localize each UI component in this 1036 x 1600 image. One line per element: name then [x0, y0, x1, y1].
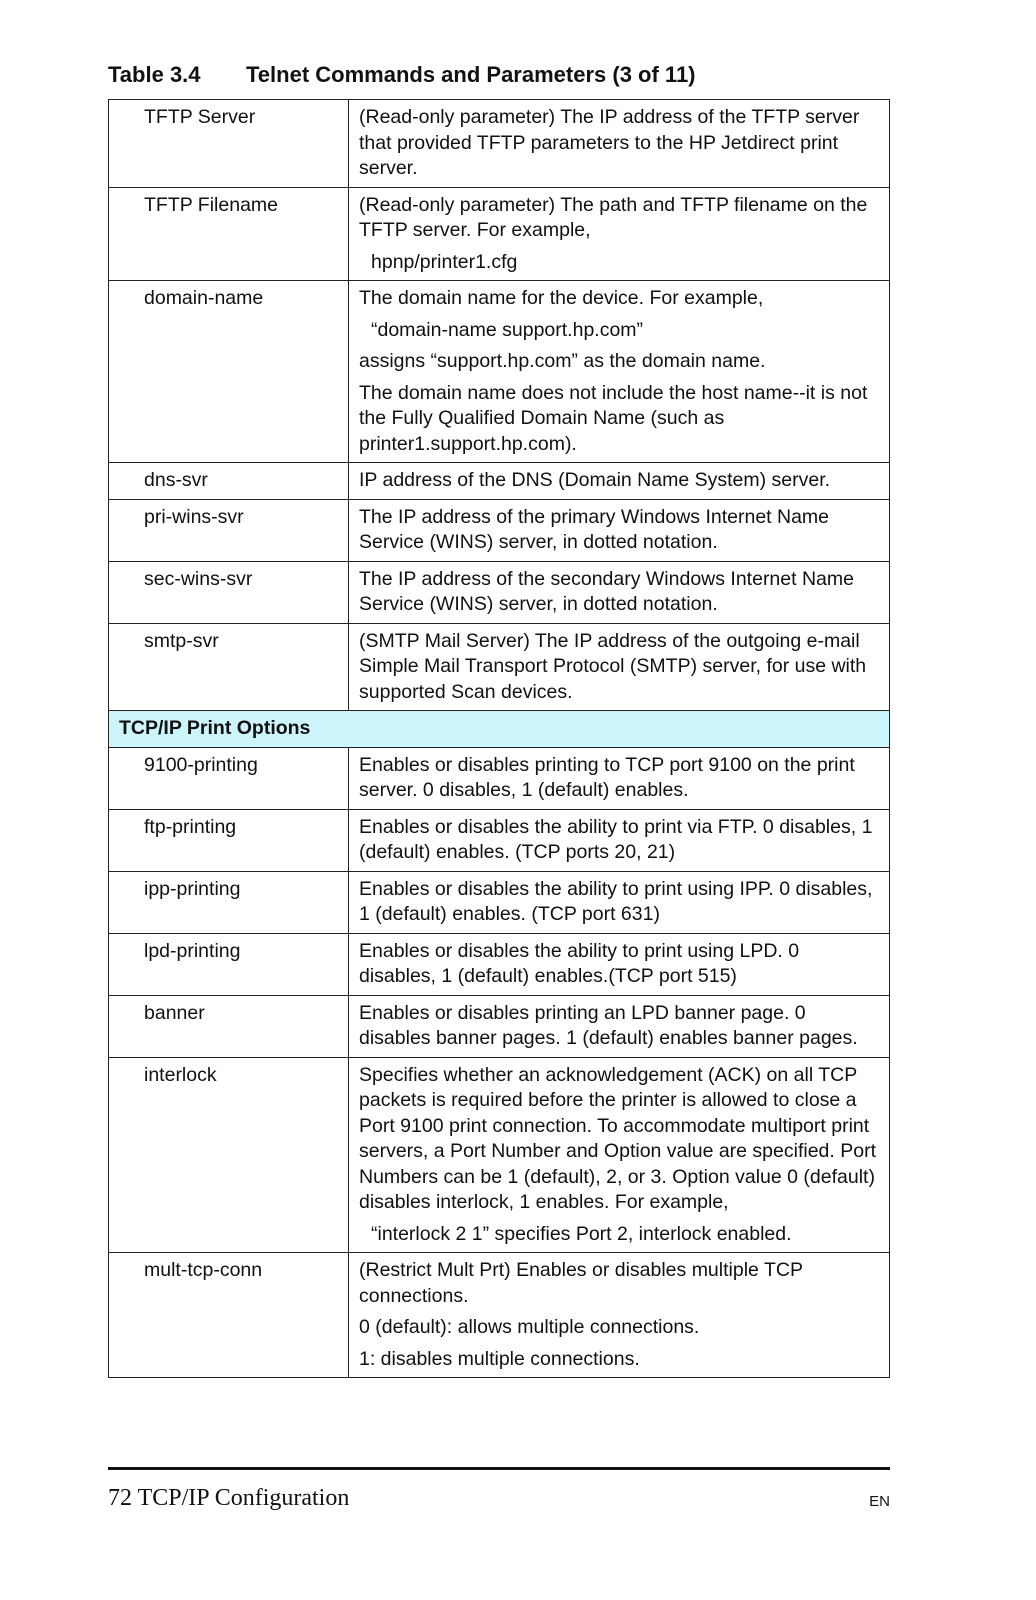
description-paragraph: 1: disables multiple connections. — [359, 1347, 640, 1370]
command-cell: TFTP Filename — [109, 187, 349, 281]
command-cell: smtp-svr — [109, 623, 349, 711]
table-row — [109, 561, 890, 623]
table-row — [109, 1253, 890, 1378]
description-paragraph: Enables or disables the ability to print via FTP. 0 disables, 1 (default) enables. (TCP ports 20, 21) — [359, 815, 873, 863]
description-paragraph: Enables or disables the ability to print using LPD. 0 disables, 1 (default) enables.(TCP port 515) — [359, 939, 800, 987]
description-paragraph: Enables or disables the ability to print using IPP. 0 disables, 1 (default) enables. (TCP port 631) — [359, 877, 873, 925]
table-row — [109, 499, 890, 561]
description-paragraph: The domain name does not include the host name--it is not the Fully Qualified Domain Name (such as printer1.support.hp.com). — [359, 381, 868, 455]
table-row — [109, 747, 890, 809]
command-cell: dns-svr — [109, 463, 349, 500]
command-cell: pri-wins-svr — [109, 499, 349, 561]
example-line: hpnp/printer1.cfg — [371, 250, 518, 273]
description-cell — [349, 1253, 890, 1378]
table-row — [109, 187, 890, 281]
table-row — [109, 281, 890, 463]
description-paragraph: The IP address of the secondary Windows Internet Name Service (WINS) server, in dotted notation. — [359, 567, 854, 615]
description-paragraph: (SMTP Mail Server) The IP address of the outgoing e-mail Simple Mail Transport Protocol (SMTP) server, for use with supported Scan devices. — [359, 629, 867, 703]
section-row — [109, 711, 890, 748]
description-cell — [349, 1057, 890, 1253]
command-cell: ftp-printing — [109, 809, 349, 871]
table-row — [109, 100, 890, 188]
table-row — [109, 809, 890, 871]
table-title: Telnet Commands and Parameters (3 of 11) — [246, 62, 696, 87]
table-row — [109, 623, 890, 711]
description-cell — [349, 100, 890, 188]
section-header: TCP/IP Print Options — [109, 711, 890, 748]
description-paragraph: (Read-only parameter) The path and TFTP filename on the TFTP server. For example, — [359, 193, 868, 241]
command-cell: mult-tcp-conn — [109, 1253, 349, 1378]
command-cell: banner — [109, 995, 349, 1057]
table-number: Table 3.4 — [108, 62, 201, 87]
description-cell — [349, 561, 890, 623]
table-row — [109, 1057, 890, 1253]
description-cell — [349, 281, 890, 463]
description-cell — [349, 187, 890, 281]
telnet-commands-table — [108, 99, 890, 1378]
description-paragraph: Enables or disables printing an LPD banner page. 0 disables banner pages. 1 (default) enables banner pages. — [359, 1001, 858, 1049]
description-cell — [349, 463, 890, 500]
command-cell: interlock — [109, 1057, 349, 1253]
example-line: “interlock 2 1” specifies Port 2, interlock enabled. — [371, 1222, 792, 1245]
table-row — [109, 871, 890, 933]
description-cell — [349, 747, 890, 809]
description-paragraph: The IP address of the primary Windows Internet Name Service (WINS) server, in dotted notation. — [359, 505, 830, 553]
description-paragraph: assigns “support.hp.com” as the domain name. — [359, 350, 766, 372]
table-caption — [108, 62, 696, 88]
command-cell: lpd-printing — [109, 933, 349, 995]
description-paragraph: Enables or disables printing to TCP port 9100 on the print server. 0 disables, 1 (default) enables. — [359, 753, 855, 801]
command-cell: sec-wins-svr — [109, 561, 349, 623]
footer-page-label: 72 TCP/IP Configuration — [108, 1485, 350, 1511]
command-cell: TFTP Server — [109, 100, 349, 188]
description-paragraph: The domain name for the device. For example, — [359, 287, 764, 309]
footer-language: EN — [869, 1493, 890, 1510]
description-paragraph: IP address of the DNS (Domain Name System) server. — [359, 469, 831, 491]
description-cell — [349, 623, 890, 711]
command-cell: ipp-printing — [109, 871, 349, 933]
table-row — [109, 463, 890, 500]
description-paragraph: (Restrict Mult Prt) Enables or disables multiple TCP connections. — [359, 1259, 803, 1307]
description-cell — [349, 933, 890, 995]
description-cell — [349, 995, 890, 1057]
description-paragraph: (Read-only parameter) The IP address of the TFTP server that provided TFTP parameters to the HP Jetdirect print server. — [359, 106, 860, 179]
table-row — [109, 933, 890, 995]
example-line: “domain-name support.hp.com” — [371, 318, 644, 341]
command-cell: domain-name — [109, 281, 349, 463]
table-row — [109, 995, 890, 1057]
command-cell: 9100-printing — [109, 747, 349, 809]
description-paragraph: 0 (default): allows multiple connections. — [359, 1316, 700, 1338]
footer-rule — [108, 1467, 890, 1470]
description-paragraph: Specifies whether an acknowledgement (ACK) on all TCP packets is required before the printer is allowed to close a Port 9100 print connection. To accommodate multiport print servers, a Port Number and Option value are specified. Port Numbers can be 1 (default), 2, or 3. Option value 0 (default) disables interlock, 1 enables. For example, — [359, 1063, 876, 1213]
description-cell — [349, 809, 890, 871]
description-cell — [349, 499, 890, 561]
description-cell — [349, 871, 890, 933]
